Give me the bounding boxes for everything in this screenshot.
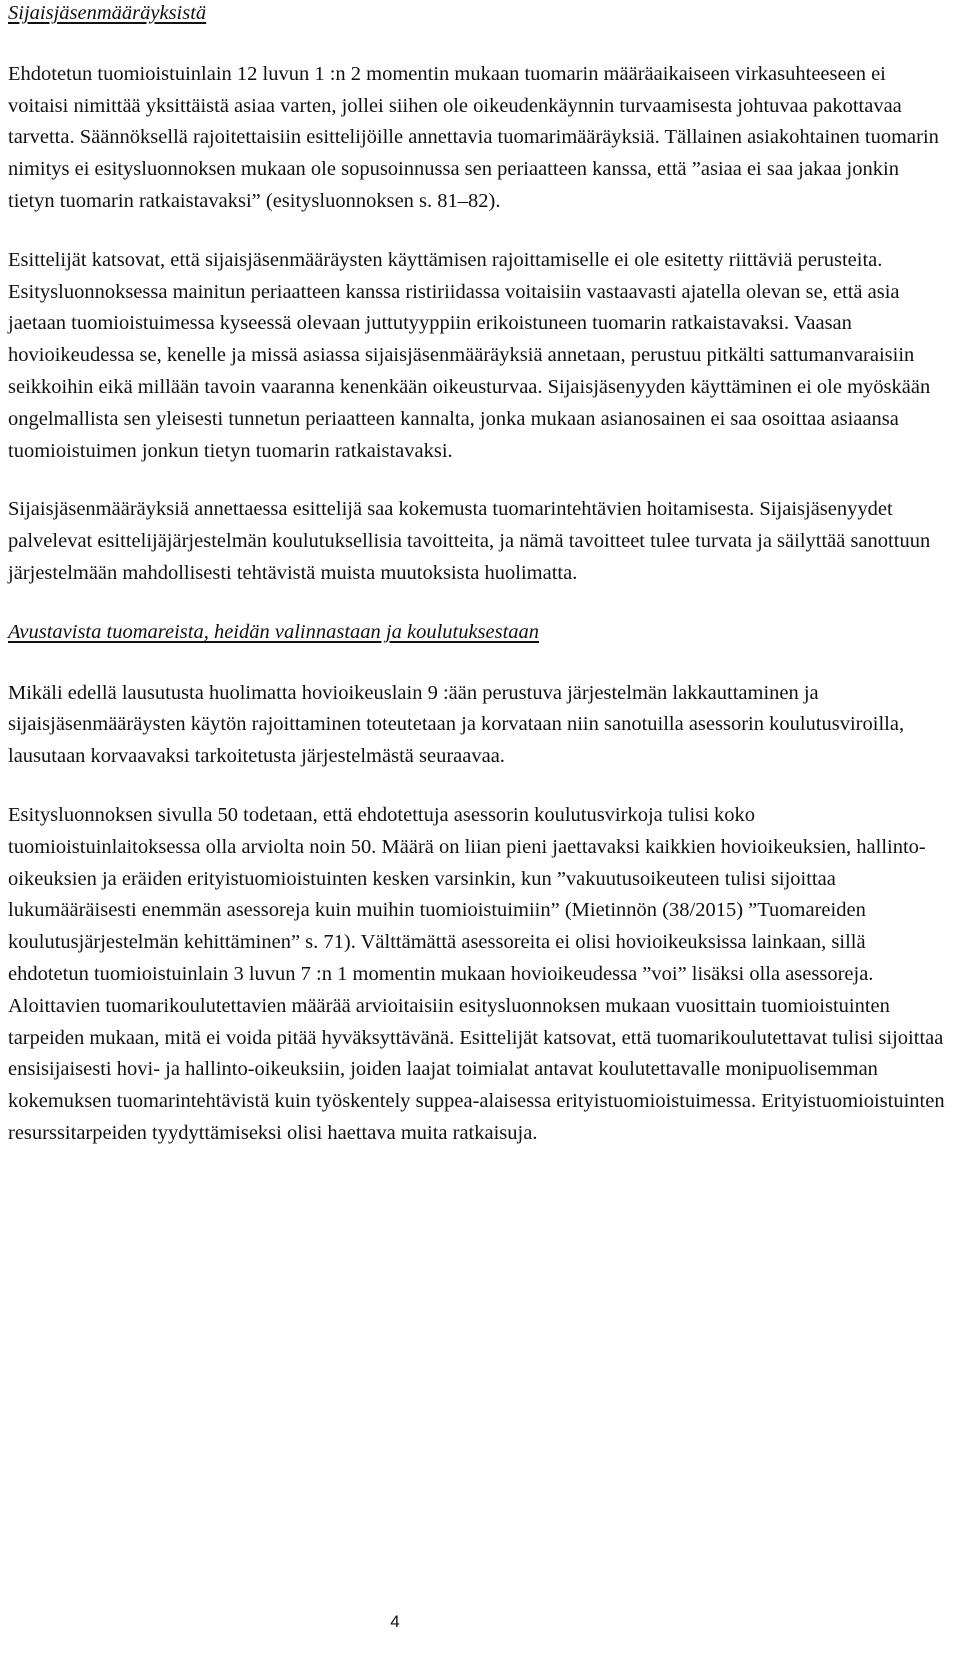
paragraph: Ehdotetun tuomioistuinlain 12 luvun 1 :n 2 momentin mukaan tuomarin määräaikaiseen virkasuhteeseen ei voitaisi nimittää yksittäistä asiaa varten, jollei siihen ole oikeudenkäynnin turvaamisesta johtuvaa pakottavaa tarvetta. Säännöksellä rajoitettaisiin esittelijöille annettavia tuomarimääräyksiä. Tällainen asiakohtainen tuomarin nimitys ei esitysluonnoksen mukaan ole sopusoinnussa sen periaatteen kanssa, että ”asiaa ei saa jakaa jonkin tietyn tuomarin ratkaistavaksi” (esitysluonnoksen s. 81–82). [8, 62, 939, 212]
page-number: 4 [390, 1612, 400, 1631]
paragraph: Esitysluonnoksen sivulla 50 todetaan, että ehdotettuja asessorin koulutusvirkoja tulisi koko tuomioistuinlaitoksessa olla arviolta noin 50. Määrä on liian pieni jaettavaksi kaikkien hovioikeuksien, hallinto-oikeuksien ja eräiden erityistuomioistuinten kesken varsinkin, kun ”vakuutusoikeuteen tulisi sijoittaa lukumääräisesti enemmän asessoreja kuin muihin tuomioistuimiin” (Mietinnön (38/2015) ”Tuomareiden koulutusjärjestelmän kehittäminen” s. 71). Välttämättä asessoreita ei olisi hovioikeuksissa lainkaan, sillä ehdotetun tuomioistuinlain 3 luvun 7 :n 1 momentin mukaan hovioikeudessa ”voi” lisäksi olla asessoreja. Aloittavien tuomarikoulutettavien määrää arvioitaisiin esitysluonnoksen mukaan vuosittain tuomioistuinten tarpeiden mukaan, mitä ei voida pitää hyväksyttävänä. Esittelijät katsovat, että tuomarikoulutettavat tulisi sijoittaa ensisijaisesti hovi- ja hallinto-oikeuksiin, joiden laajat toimialat antavat koulutettavalle monipuolisemman kokemuksen tuomarintehtävistä kuin työskentely suppea-alaisessa erityistuomioistuimessa. Erityistuomioistuinten resurssitarpeiden tyydyttämiseksi olisi haettava muita ratkaisuja. [8, 803, 945, 1144]
section-heading-avustavat-tuomarit: Avustavista tuomareista, heidän valinnastaan ja koulutuksestaan [8, 620, 540, 643]
document-page [8, 0, 948, 1150]
paragraph: Mikäli edellä lausutusta huolimatta hovioikeuslain 9 :ään perustuva järjestelmän lakkauttaminen ja sijaisjäsenmääräysten käytön rajoittaminen toteutetaan ja korvataan niin sanotuilla asessorin koulutusviroilla, lausutaan korvaavaksi tarkoitetusta järjestelmästä seuraavaa. [8, 681, 905, 768]
paragraph: Esittelijät katsovat, että sijaisjäsenmääräysten käyttämisen rajoittamiselle ei ole esitetty riittäviä perusteita. Esitysluonnoksessa mainitun periaatteen kanssa ristiriidassa voitaisiin vastaavasti ajatella olevan se, että asia jaetaan tuomioistuimessa kyseessä olevaan juttutyyppiin erikoistuneen tuomarin ratkaistavaksi. Vaasan hovioikeudessa se, kenelle ja missä asiassa sijaisjäsenmääräyksiä annetaan, perustuu pitkälti sattumanvaraisiin seikkoihin eikä millään tavoin vaaranna kenenkään oikeusturvaa. Sijaisjäsenyyden käyttäminen ei ole myöskään ongelmallista sen yleisesti tunnetun periaatteen kannalta, jonka mukaan asianosainen ei saa osoittaa asiaansa tuomioistuimen jonkun tietyn tuomarin ratkaistavaksi. [8, 248, 931, 462]
section-heading-sijaisjasenmaarays: Sijaisjäsenmääräyksistä [8, 2, 207, 24]
paragraph: Sijaisjäsenmääräyksiä annettaessa esittelijä saa kokemusta tuomarintehtävien hoitamisesta. Sijaisjäsenyydet palvelevat esittelijäjärjestelmän koulutuksellisia tavoitteita, ja nämä tavoitteet tulee turvata ja säilyttää sanottuun järjestelmään mahdollisesti tehtävistä muista muutoksista huolimatta. [8, 498, 931, 584]
